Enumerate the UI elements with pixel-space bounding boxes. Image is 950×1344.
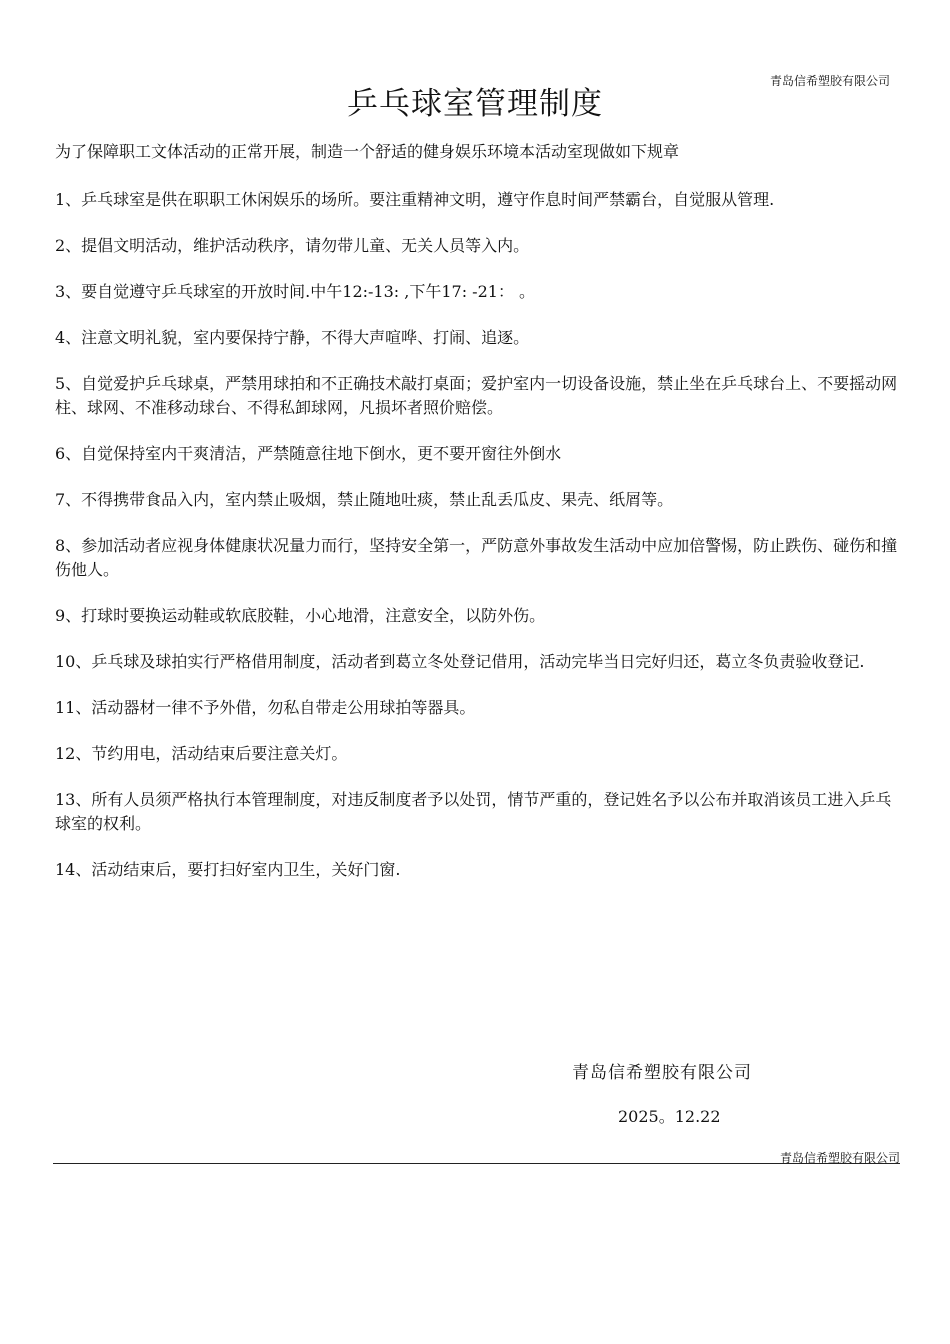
rule-item: 3、要自觉遵守乒乓球室的开放时间.中午12:-13: ,下午17: -21： 。 [55, 282, 536, 301]
rule-item: 8、参加活动者应视身体健康状况量力而行，坚持安全第一，严防意外事故发生活动中应加倍警惕，防止跌伤、碰伤和撞伤他人。 [55, 536, 898, 579]
document-title: 乒乓球室管理制度 [347, 86, 603, 122]
rule-item: 11、活动器材一律不予外借，勿私自带走公用球拍等器具。 [55, 698, 476, 717]
footer-divider [53, 1163, 900, 1164]
rule-item: 7、不得携带食品入内，室内禁止吸烟，禁止随地吐痰，禁止乱丢瓜皮、果壳、纸屑等。 [55, 490, 674, 509]
rule-item: 14、活动结束后，要打扫好室内卫生，关好门窗. [55, 860, 401, 879]
rule-item: 4、注意文明礼貌，室内要保持宁静，不得大声喧哗、打闹、追逐。 [55, 328, 530, 347]
rule-item: 13、所有人员须严格执行本管理制度，对违反制度者予以处罚，情节严重的，登记姓名予以公布并取消该员工进入乒乓球室的权利。 [55, 790, 892, 833]
footer-company-name: 青岛信希塑胶有限公司 [779, 1151, 900, 1165]
signature-date: 2025。12.22 [618, 1107, 721, 1126]
rule-item: 12、节约用电，活动结束后要注意关灯。 [55, 744, 348, 763]
rules-list [55, 188, 900, 904]
rule-item: 2、提倡文明活动，维护活动秩序，请勿带儿童、无关人员等入内。 [55, 236, 530, 255]
intro-paragraph: 为了保障职工文体活动的正常开展，制造一个舒适的健身娱乐环境本活动室现做如下规章 [55, 142, 680, 161]
rule-item: 10、乒乓球及球拍实行严格借用制度，活动者到葛立冬处登记借用，活动完毕当日完好归还，葛立冬负责验收登记. [55, 652, 865, 671]
rule-item: 6、自觉保持室内干爽清洁，严禁随意往地下倒水，更不要开窗往外倒水 [55, 444, 562, 463]
signature-company: 青岛信希塑胶有限公司 [572, 1063, 752, 1083]
rule-item: 1、乒乓球室是供在职职工休闲娱乐的场所。要注重精神文明，遵守作息时间严禁霸台，自觉服从管理. [55, 190, 775, 209]
rule-item: 9、打球时要换运动鞋或软底胶鞋，小心地滑，注意安全，以防外伤。 [55, 606, 546, 625]
rule-item: 5、自觉爱护乒乓球桌，严禁用球拍和不正确技术敲打桌面；爱护室内一切设备设施，禁止坐在乒乓球台上、不要摇动网柱、球网、不准移动球台、不得私卸球网，凡损坏者照价赔偿。 [55, 374, 898, 417]
header-company-name: 青岛信希塑胶有限公司 [769, 74, 890, 88]
